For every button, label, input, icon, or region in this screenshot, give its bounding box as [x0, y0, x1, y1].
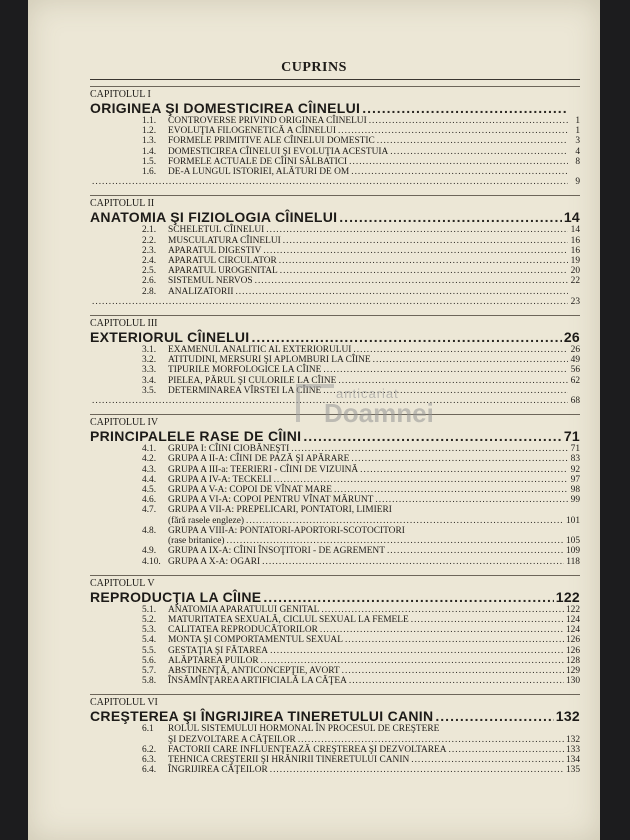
entry-page-number: 14 — [570, 225, 580, 236]
chapter-section — [90, 694, 580, 775]
entry-page-number: 56 — [570, 365, 580, 376]
toc-entry — [90, 676, 580, 686]
dot-leader — [251, 329, 561, 345]
entry-title: PIELEA, PĂRUL ŞI CULORILE LA CÎINE — [168, 375, 337, 386]
entry-page-number: 118 — [566, 556, 580, 567]
toc-entry-continuation — [90, 536, 580, 546]
entry-title: GRUPA I: CÎINI CIOBĂNEŞTI — [168, 444, 290, 455]
chapter-divider — [90, 195, 580, 196]
entry-title: EXAMENUL ANALITIC AL EXTERIORULUI — [168, 345, 352, 356]
entry-title: FACTORII CARE INFLUENŢEAZĂ CREŞTEREA ŞI DEZVOLTAREA — [168, 744, 447, 755]
entry-page-number: 8 — [575, 156, 580, 167]
entry-title: DETERMINAREA VÎRSTEI LA CÎINE — [168, 385, 322, 396]
dot-leader — [411, 755, 564, 765]
dot-leader — [435, 708, 553, 724]
entry-page-number: 26 — [570, 345, 580, 356]
entry-title: APARATUL CIRCULATOR — [168, 256, 277, 267]
dot-leader — [349, 157, 568, 167]
entry-number: 5.6. — [142, 655, 157, 666]
chapter-label: CAPITOLUL VI — [90, 697, 158, 709]
entry-continuation-text: ŞI DEZVOLTARE A CĂŢEILOR — [168, 734, 296, 745]
entry-number: 4.9. — [142, 546, 157, 557]
dot-leader — [279, 256, 568, 266]
toc-entry — [90, 625, 580, 635]
entry-continuation-text: (rase britanice) — [168, 536, 225, 547]
toc-entry — [90, 495, 580, 505]
entry-number: 1.6. — [142, 167, 157, 178]
entry-page-number: 130 — [565, 676, 580, 687]
chapter-page-number: 26 — [563, 329, 580, 346]
toc-entry — [90, 126, 580, 136]
dot-leader — [351, 454, 568, 464]
entry-number: 4.4. — [142, 474, 157, 485]
dot-leader — [235, 287, 568, 297]
entry-title: DE-A LUNGUL ISTORIEI, ALĂTURI DE OM — [168, 167, 350, 178]
dot-leader — [92, 297, 568, 307]
entry-page-number: 99 — [570, 495, 580, 506]
entry-number: 3.4. — [142, 375, 157, 386]
entry-title: MATURITATEA SEXUALĂ, CICLUL SEXUAL LA FEMELE — [168, 614, 409, 625]
entry-continuation-text: (fără rasele engleze) — [168, 515, 244, 526]
toc-entry — [90, 256, 580, 266]
toc-entry — [90, 225, 580, 235]
chapter-label: CAPITOLUL V — [90, 577, 155, 589]
entry-number: 5.4. — [142, 635, 157, 646]
entry-title: TIPURILE MORFOLOGICE LA CÎINE — [168, 365, 322, 376]
toc-entry — [90, 136, 580, 146]
chapter-section — [90, 575, 580, 687]
dot-leader — [338, 126, 568, 136]
entry-title: EVOLUŢIA FILOGENETICĂ A CÎINELUI — [168, 126, 336, 137]
chapter-title-text: ANATOMIA ŞI FIZIOLOGIA CÎINELUI — [90, 209, 338, 226]
entry-number: 2.4. — [142, 256, 157, 267]
entry-number: 1.1. — [142, 116, 157, 126]
toc-entry — [90, 246, 580, 256]
entry-title: ÎNGRIJIREA CĂŢEILOR — [168, 765, 268, 776]
entry-page-number: 133 — [565, 744, 580, 755]
entry-page-number: 22 — [570, 276, 580, 287]
entry-page-number: 124 — [565, 614, 580, 625]
entry-title: MUSCULATURA CÎINELUI — [168, 235, 281, 246]
entry-title: MONTA ŞI COMPORTAMENTUL SEXUAL — [168, 635, 343, 646]
chapter-title-text: CREŞTEREA ŞI ÎNGRIJIREA TINERETULUI CANIN — [90, 708, 434, 725]
entry-title: TEHNICA CREŞTERII ŞI HRĂNIRII TINERETULUI CANIN — [168, 754, 410, 765]
entry-number: 2.5. — [142, 266, 157, 277]
entry-page-number: 97 — [570, 474, 580, 485]
page-title: CUPRINS — [281, 60, 347, 75]
entry-page-number: 132 — [565, 734, 580, 745]
entry-number: 5.8. — [142, 676, 157, 687]
entry-number: 2.8. — [142, 286, 157, 297]
entry-number: 3.3. — [142, 365, 157, 376]
entry-title: ANALIZATORII — [168, 286, 234, 297]
toc-entry — [90, 505, 580, 515]
toc-entry — [90, 157, 580, 167]
entry-number: 1.2. — [142, 126, 157, 137]
chapter-title-text: REPRODUCŢIA LA CÎINE — [90, 588, 262, 605]
entry-page-number: 98 — [570, 485, 580, 496]
chapter-title-text: EXTERIORUL CÎINELUI — [90, 329, 250, 346]
book-page — [28, 0, 600, 840]
entry-number: 2.3. — [142, 245, 157, 256]
toc-entry — [90, 615, 580, 625]
entry-title: GRUPA A IX-A: CÎINI ÎNSOŢITORI - DE AGREMENT — [168, 546, 385, 557]
dot-leader — [298, 735, 564, 745]
toc-entry — [90, 147, 580, 157]
chapter-page-number: 122 — [555, 588, 580, 605]
chapter-title — [90, 708, 580, 724]
entry-page-number: 124 — [565, 625, 580, 636]
toc-entry — [90, 546, 580, 556]
entry-number: 4.6. — [142, 495, 157, 506]
dot-leader — [353, 345, 568, 355]
entry-page-number: 126 — [565, 645, 580, 656]
chapter-end-page-number: 23 — [570, 296, 580, 307]
entry-title: CALITATEA REPRODUCĂTORILOR — [168, 625, 318, 636]
dot-leader — [270, 765, 564, 775]
entry-title: ATITUDINI, MERSURI ŞI APLOMBURI LA CÎINE — [168, 355, 371, 366]
entry-page-number: 19 — [570, 256, 580, 267]
entry-number: 3.2. — [142, 355, 157, 366]
entry-title: GRUPA A VIII-A: PONTATORI-APORTORI-SCOTOCITORI — [168, 525, 405, 536]
dot-leader — [246, 516, 564, 526]
entry-page-number: 1 — [575, 126, 580, 137]
dot-leader — [280, 266, 568, 276]
entry-title: GRUPA A VII-A: PREPELICARI, PONTATORI, LIMIERI — [168, 505, 392, 516]
chapter-divider — [90, 86, 580, 87]
chapter-section — [90, 86, 580, 187]
entry-title: FORMELE ACTUALE DE CÎINI SĂLBATICI — [168, 156, 348, 167]
toc-entry — [90, 646, 580, 656]
entry-title: GRUPA A II-A: CÎINI DE PAZĂ ŞI APĂRARE — [168, 454, 350, 465]
chapter-title — [90, 589, 580, 605]
toc-entry — [90, 287, 580, 297]
toc-entry — [90, 236, 580, 246]
toc-entry — [90, 745, 580, 755]
entry-page-number: 20 — [570, 266, 580, 277]
dot-leader — [274, 475, 568, 485]
toc-entry — [90, 365, 580, 375]
entry-page-number: 62 — [570, 375, 580, 386]
toc-entry — [90, 266, 580, 276]
entry-page-number: 16 — [570, 235, 580, 246]
entry-title: DOMESTICIREA CÎINELUI ŞI EVOLUŢIA ACESTUIA — [168, 146, 389, 157]
entry-number: 1.3. — [142, 136, 157, 147]
dot-leader — [375, 495, 568, 505]
toc-entry — [90, 666, 580, 676]
chapter-end-page-number: 68 — [570, 396, 580, 407]
entry-title: SCHELETUL CÎINELUI — [168, 225, 265, 236]
dot-leader — [339, 209, 562, 225]
toc-entry — [90, 276, 580, 286]
entry-page-number: 101 — [565, 515, 580, 526]
chapter-title — [90, 329, 580, 345]
dot-leader — [283, 236, 568, 246]
dot-leader — [387, 546, 564, 556]
chapter-title — [90, 100, 580, 116]
dot-leader — [345, 635, 564, 645]
toc-entry — [90, 355, 580, 365]
dot-leader — [262, 557, 564, 567]
dot-leader — [321, 605, 564, 615]
entry-title: GRUPA A X-A: OGARI — [168, 556, 261, 567]
dot-leader — [255, 276, 568, 286]
dot-leader — [349, 676, 564, 686]
dot-leader — [263, 246, 568, 256]
dot-leader — [390, 147, 568, 157]
entry-page-number: 105 — [565, 536, 580, 547]
dot-leader — [362, 100, 568, 116]
chapter-label: CAPITOLUL IV — [90, 417, 159, 429]
entry-title: APARATUL UROGENITAL — [168, 266, 278, 277]
chapter-page-number: 71 — [563, 428, 580, 445]
entry-title: APARATUL DIGESTIV — [168, 245, 262, 256]
toc-entry — [90, 605, 580, 615]
entry-page-number: 134 — [565, 754, 580, 765]
toc-entry — [90, 635, 580, 645]
toc-entry — [90, 724, 580, 734]
chapter-divider — [90, 694, 580, 695]
chapter-title-text: PRINCIPALELE RASE DE CÎINI — [90, 428, 302, 445]
entry-page-number: 16 — [570, 245, 580, 256]
entry-number: 4.2. — [142, 454, 157, 465]
toc-entry-continuation — [90, 516, 580, 526]
entry-title: ANATOMIA APARATULUI GENITAL — [168, 604, 320, 615]
entry-number: 6.1 — [142, 724, 154, 735]
entry-page-number: 109 — [565, 546, 580, 557]
entry-number: 3.1. — [142, 345, 157, 356]
entry-number: 1.5. — [142, 156, 157, 167]
watermark-line1: anticariat — [336, 386, 399, 401]
entry-page-number: 71 — [570, 444, 580, 455]
entry-number: 5.5. — [142, 645, 157, 656]
entry-page-number: 4 — [575, 146, 580, 157]
entry-number: 4.1. — [142, 444, 157, 455]
entry-title: FORMELE PRIMITIVE ALE CÎINELUI DOMESTIC — [168, 136, 375, 147]
entry-page-number: 49 — [570, 355, 580, 366]
entry-page-number: 126 — [565, 635, 580, 646]
toc-entry — [90, 765, 580, 775]
dot-leader — [270, 646, 564, 656]
toc-entry — [90, 116, 580, 126]
chapter-label: CAPITOLUL III — [90, 318, 158, 330]
entry-number: 5.1. — [142, 604, 157, 615]
dot-leader — [360, 465, 568, 475]
watermark-line2: Doamnei — [324, 398, 434, 428]
entry-number: 2.2. — [142, 235, 157, 246]
toc-entry — [90, 167, 580, 177]
toc-entry — [90, 345, 580, 355]
dot-leader — [411, 615, 564, 625]
chapter-page-number: 132 — [555, 708, 580, 725]
entry-page-number: 129 — [565, 665, 580, 676]
entry-number: 6.3. — [142, 754, 157, 765]
toc-entry — [90, 557, 580, 567]
entry-number: 4.10. — [142, 556, 161, 567]
entry-number: 4.3. — [142, 464, 157, 475]
toc-entry — [90, 485, 580, 495]
entry-title: GRUPA A VI-A: COPOI PENTRU VÎNAT MĂRUNT — [168, 495, 374, 506]
entry-number: 2.1. — [142, 225, 157, 236]
entry-number: 5.3. — [142, 625, 157, 636]
dot-leader — [263, 589, 553, 605]
entry-number: 5.2. — [142, 614, 157, 625]
toc-entry — [90, 656, 580, 666]
entry-number: 4.5. — [142, 485, 157, 496]
entry-title: ALĂPTAREA PUILOR — [168, 655, 259, 666]
chapter-end-row — [90, 177, 580, 187]
entry-page-number: 3 — [575, 136, 580, 147]
entry-number: 4.7. — [142, 505, 157, 516]
chapter-divider — [90, 315, 580, 316]
dot-leader — [334, 485, 568, 495]
dot-leader — [92, 177, 568, 187]
toc-entry — [90, 444, 580, 454]
toc-entry-continuation — [90, 735, 580, 745]
dot-leader — [226, 536, 563, 546]
dot-leader — [373, 355, 568, 365]
dot-leader — [342, 666, 564, 676]
entry-number: 5.7. — [142, 665, 157, 676]
chapter-end-page-number: 9 — [575, 177, 580, 188]
dot-leader — [323, 365, 568, 375]
toc-entry — [90, 526, 580, 536]
entry-number: 4.8. — [142, 525, 157, 536]
dot-leader — [261, 656, 564, 666]
dot-leader — [320, 625, 564, 635]
chapter-section — [90, 414, 580, 566]
entry-number: 1.4. — [142, 146, 157, 157]
entry-number: 6.4. — [142, 765, 157, 776]
toc-entry — [90, 465, 580, 475]
chapter-divider — [90, 575, 580, 576]
entry-title: SISTEMUL NERVOS — [168, 276, 253, 287]
entry-number: 3.5. — [142, 385, 157, 396]
dot-leader — [449, 745, 564, 755]
dot-leader — [291, 444, 568, 454]
toc-entry — [90, 475, 580, 485]
entry-number: 2.6. — [142, 276, 157, 287]
entry-page-number: 92 — [570, 464, 580, 475]
entry-page-number: 128 — [565, 655, 580, 666]
chapter-section — [90, 195, 580, 307]
entry-title: GRUPA A V-A: COPOI DE VÎNAT MARE — [168, 485, 332, 496]
chapter-label: CAPITOLUL I — [90, 89, 151, 100]
entry-title: GESTAŢIA ŞI FĂTAREA — [168, 645, 269, 656]
chapter-title — [90, 209, 580, 225]
chapter-page-number: 14 — [563, 209, 580, 226]
entry-page-number: 122 — [565, 604, 580, 615]
entry-page-number: 1 — [575, 116, 580, 126]
entry-page-number: 135 — [565, 765, 580, 776]
entry-page-number: 83 — [570, 454, 580, 465]
dot-leader — [369, 116, 568, 126]
dot-leader — [377, 136, 568, 146]
entry-title: ABSTINENŢĂ, ANTICONCEPŢIE, AVORT — [168, 665, 340, 676]
toc-entry — [90, 454, 580, 464]
watermark-logo — [296, 384, 446, 436]
chapter-label: CAPITOLUL II — [90, 198, 155, 210]
dot-leader — [266, 225, 568, 235]
entry-number: 6.2. — [142, 744, 157, 755]
entry-title: GRUPA A III-a: TEERIERI - CÎINI DE VIZUINĂ — [168, 464, 359, 475]
entry-title: ROLUL SISTEMULUI HORMONAL ÎN PROCESUL DE CREŞTERE — [168, 724, 440, 735]
chapter-end-row — [90, 297, 580, 307]
toc-entry — [90, 755, 580, 765]
chapter-title-text: ORIGINEA ŞI DOMESTICIREA CÎINELUI — [90, 100, 361, 116]
entry-title: CONTROVERSE PRIVIND ORIGINEA CÎINELUI — [168, 116, 367, 126]
dot-leader — [351, 167, 568, 177]
entry-title: GRUPA A IV-A: TECKELI — [168, 474, 272, 485]
title-divider — [90, 79, 580, 80]
entry-title: ÎNSĂMÎNŢAREA ARTIFICIALĂ LA CĂŢEA — [168, 676, 347, 687]
